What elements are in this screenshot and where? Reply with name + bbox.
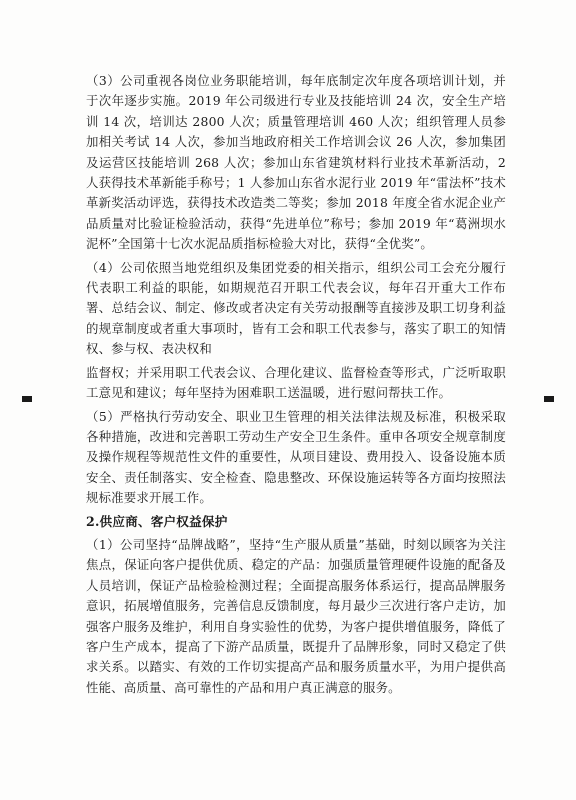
section-heading: 2.供应商、客户权益保护 (86, 513, 228, 529)
binding-mark (22, 396, 32, 402)
paragraph-brand-strategy: （1）公司坚持“品牌战略”，坚持“生产服从质量”基础，时刻以顾客为关注焦点，保证向客户提供优质、稳定的产品：加强质量管理硬件设施的配备及人员培训，保证产品检验检测过程；全面提高服务体系运行，提高品牌服务意识，拓展增值服务，完善信息反馈制度，每月最少三次进行客户走访，加强客户服务及维护，利用自身实验性的优势，为客户提供增值服务，降低了客户生产成本，提高了下游产品质量，既提升了品牌形象，同时又稳定了供求关系。以踏实、有效的工作切实提高产品和服务质量水平，为用户提供高性能、高质量、高可靠性的产品和用户真正满意的服务。 (86, 536, 506, 695)
document-body (86, 71, 506, 701)
paragraph-union: （4）公司依照当地党组织及集团党委的相关指示，组织公司工会充分履行代表职工利益的职能，如期规范召开职工代表会议，每年召开重大工作布署、总结会议、制定、修改或者决定有关劳动报酬等直接涉及职工切身利益的规章制度或者重大事项时，皆有工会和职工代表参与，落实了职工的知情权、参与权、表决权和 (86, 259, 506, 357)
binding-mark (544, 396, 554, 402)
paragraph-union-continued: 监督权；并采用职工代表会议、合理化建议、监督检查等形式，广泛听取职工意见和建议；每年坚持为困难职工送温暖，进行慰问帮扶工作。 (86, 364, 506, 401)
paragraph-training: （3）公司重视各岗位业务职能培训，每年底制定次年度各项培训计划，并于次年逐步实施。2019 年公司级进行专业及技能培训 24 次，安全生产培训 14 次，培训达 2800 人次；质量管理培训 460 人次；组织管理人员参加相关考试 14 人次，参加当地政府相关工作培训会议 26 人次，参加集团及运营区技能培训 268 人次；参加山东省建筑材料行业技术革新活动，2 人获得技术革新能手称号；1 人参加山东省水泥行业 2019 年“雷法杯”技术革新奖活动评选，获得技术改造类二等奖；参加 2018 年度全省水泥企业产品质量对比验证检验活动，获得“先进单位”称号；参加 2019 年“葛洲坝水泥杯”全国第十七次水泥品质指标检验大对比，获得“全优奖”。 (86, 73, 506, 252)
paragraph-safety: （5）严格执行劳动安全、职业卫生管理的相关法律法规及标准，积极采取各种措施，改进和完善职工劳动生产安全卫生条件。重申各项安全规章制度及操作规程等规范性文件的重要性，从项目建设、费用投入、设备设施本质安全、责任制落实、安全检查、隐患整改、环保设施运转等各方面均按照法规标准要求开展工作。 (86, 408, 506, 506)
